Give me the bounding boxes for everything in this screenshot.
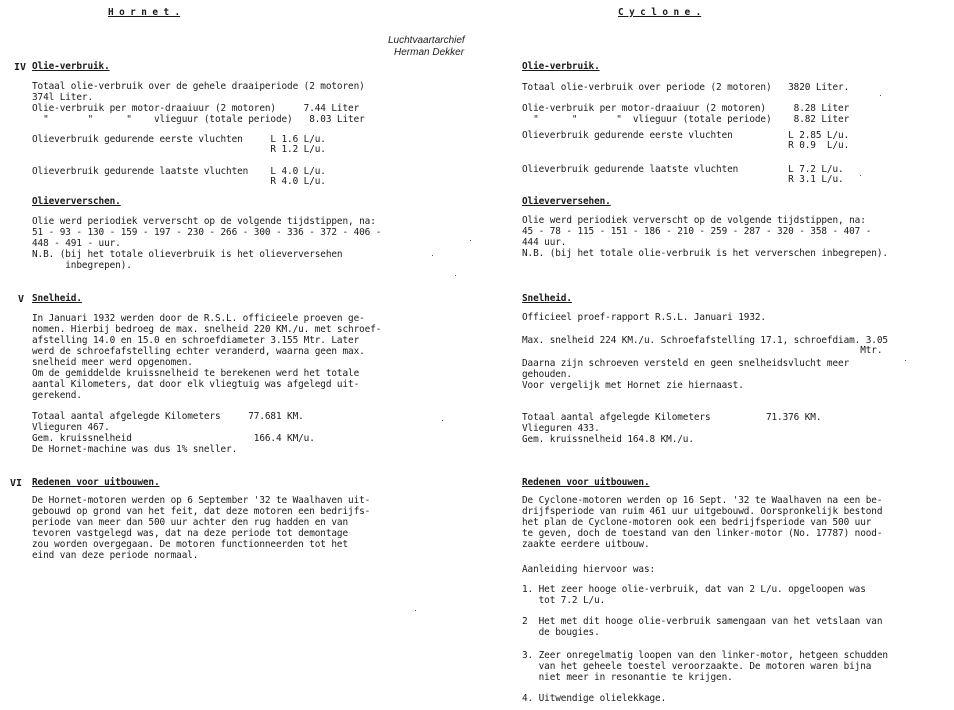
text-line: Vlieguren 433. <box>522 423 600 434</box>
scan-speck <box>415 610 416 611</box>
text-line: 51 - 93 - 130 - 159 - 197 - 230 - 266 - 300 - 336 - 372 - 406 - <box>32 227 382 238</box>
scan-speck <box>455 275 456 276</box>
text-line: 448 - 491 - uur. <box>32 238 121 249</box>
text-line: Gem. kruissnelheid 166.4 KM/u. <box>32 433 315 444</box>
text-line: Olieverbruik gedurende eerste vluchten L 1.6 L/u. <box>32 134 326 145</box>
text-line: gerekend. <box>32 390 82 401</box>
text-line: R 0.9 L/u. <box>522 140 850 151</box>
archive-stamp <box>388 35 465 59</box>
text-line: Voor vergelijk met Hornet zie hiernaast. <box>522 380 744 391</box>
text-line: Mtr. <box>522 345 883 356</box>
scan-speck <box>860 175 861 176</box>
text-line: In Januari 1932 werden door de R.S.L. officieele proeven ge- <box>32 313 365 324</box>
section-v-numeral: V <box>18 294 25 305</box>
section-vi-numeral: VI <box>10 478 23 489</box>
scan-speck <box>470 240 471 241</box>
list-item-3-line-2: van het geheele toestel veroorzaakte. De motoren waren bijna <box>522 661 872 672</box>
text-line: R 4.0 L/u. <box>32 176 326 187</box>
text-line: 374l Liter. <box>32 92 93 103</box>
text-line: Vlieguren 467. <box>32 422 110 433</box>
scan-speck <box>880 95 881 96</box>
speed-heading: Snelheid. <box>32 293 82 304</box>
text-line: " " " vlieguur (totale periode) 8.82 Liter <box>522 114 850 125</box>
text-line: gehouden. <box>522 369 572 380</box>
list-item-3-line-3: niet meer in resonantie te krijgen. <box>522 672 733 683</box>
list-item-1-line-1: 1. Het zeer hooge olie-verbruik, dat van 2 L/u. opgeloopen was <box>522 584 866 595</box>
text-line: Max. snelheid 224 KM./u. Schroefafstelling 17.1, schroefdiam. 3.05 <box>522 335 888 346</box>
text-line: inbegrepen). <box>32 260 132 271</box>
text-line: De Hornet-machine was dus 1% sneller. <box>32 444 238 455</box>
text-line: Olie werd periodiek ververscht op de volgende tijdstippen, na: <box>522 215 866 226</box>
text-line: Totaal aantal afgelegde Kilometers 71.376 KM. <box>522 412 822 423</box>
scan-speck <box>905 360 906 361</box>
cause-intro: Aanleiding hiervoor was: <box>522 564 656 575</box>
text-line: De Hornet-motoren werden op 6 September '32 te Waalhaven uit- <box>32 495 371 506</box>
cyclone-title: C y c l o n e . <box>618 7 702 18</box>
oil-change-heading: Olieververschen. <box>32 196 121 207</box>
text-line: afstelling 14.0 en 15.0 en schroefdiameter 3.155 Mtr. Later <box>32 335 360 346</box>
text-line: 45 - 78 - 115 - 151 - 186 - 210 - 259 - 287 - 320 - 358 - 407 - <box>522 226 872 237</box>
text-line: Olie werd periodiek ververscht op de volgende tijdstippen, na: <box>32 216 376 227</box>
text-line: drijfsperiode van ruim 461 uur uitgebouwd. Oorspronkelijk bestond <box>522 506 883 517</box>
stamp-line-2: Herman Dekker <box>394 47 465 58</box>
list-item-2-line-2: de bougies. <box>522 627 600 638</box>
scan-speck <box>432 255 433 256</box>
text-line: 444 uur. <box>522 237 567 248</box>
list-item-1-line-2: tot 7.2 L/u. <box>522 595 606 606</box>
text-line: Totaal aantal afgelegde Kilometers 77.681 KM. <box>32 411 304 422</box>
text-line: R 3.1 L/u. <box>522 174 844 185</box>
text-line: Daarna zijn schroeven versteld en geen snelheidsvlucht meer <box>522 358 850 369</box>
text-line: Olie-verbruik per motor-draaiuur (2 motoren) 8.28 Liter <box>522 103 850 114</box>
text-line: Olieverbruik gedurende laatste vluchten L 7.2 L/u. <box>522 164 844 175</box>
text-line: N.B. (bij het totale olie-verbruik is het ververschen inbegrepen). <box>522 248 888 259</box>
text-line: Officieel proef-rapport R.S.L. Januari 1932. <box>522 312 766 323</box>
removal-reasons-heading: Redenen voor uitbouwen. <box>32 477 160 488</box>
scan-speck <box>442 420 443 421</box>
text-line: Totaal olie-verbruik over periode (2 motoren) 3820 Liter. <box>522 82 850 93</box>
oil-change-heading: Olieverversehen. <box>522 196 611 207</box>
text-line: werd de schroefafstelling echter veranderd, waarna geen max. <box>32 346 365 357</box>
right-page-cyclone <box>480 0 954 710</box>
text-line: Om de gemiddelde kruissnelheid te berekenen werd het totale <box>32 368 360 379</box>
text-line: De Cyclone-motoren werden op 16 Sept. '32 te Waalhaven na een be- <box>522 495 883 506</box>
text-line: Olie-verbruik per motor-draaiuur (2 motoren) 7.44 Liter <box>32 103 360 114</box>
text-line: Olieverbruik gedurende eerste vluchten L 2.85 L/u. <box>522 130 850 141</box>
removal-reasons-heading: Redenen voor uitbouwen. <box>522 477 650 488</box>
text-line: periode van meer dan 500 uur achter den rug hadden en van <box>32 517 349 528</box>
text-line: " " " vlieguur (totale periode) 8.03 Liter <box>32 114 365 125</box>
text-line: tevoren vastgelegd was, dat na deze periode tot demontage <box>32 528 349 539</box>
text-line: aantal Kilometers, dat door elk vliegtuig was afgelegd uit- <box>32 379 360 390</box>
text-line: eind van deze periode normaal. <box>32 550 199 561</box>
list-item-3-line-1: 3. Zeer onregelmatig loopen van den linker-motor, hetgeen schudden <box>522 650 888 661</box>
hornet-title: H o r n e t . <box>108 7 181 18</box>
stamp-line-1: Luchtvaartarchief <box>388 35 465 46</box>
text-line: het plan de Cyclone-motoren ook een bedrijfsperiode van 500 uur <box>522 517 872 528</box>
list-item-4-line-1: 4. Uitwendige olielekkage. <box>522 693 667 704</box>
text-line: N.B. (bij het totale olieverbruik is het olieverversehen <box>32 249 343 260</box>
oil-consumption-heading: Olie-verbruik. <box>32 61 110 72</box>
text-line: zou worden overgegaan. De motoren functionneerden tot het <box>32 539 349 550</box>
text-line: nomen. Hierbij bedroeg de max. snelheid 220 KM./u. met schroef- <box>32 324 382 335</box>
list-item-2-line-1: 2 Het met dit hooge olie-verbruik samengaan van het vetslaan van <box>522 616 883 627</box>
text-line: R 1.2 L/u. <box>32 144 326 155</box>
text-line: Gem. kruissnelheid 164.8 KM./u. <box>522 434 694 445</box>
text-line: Totaal olie-verbruik over de gehele draaiperiode (2 motoren) <box>32 81 365 92</box>
text-line: gebouwd op grond van het feit, dat deze motoren een bedrijfs- <box>32 506 371 517</box>
section-iv-numeral: IV <box>14 62 27 73</box>
oil-consumption-heading: Olie-verbruik. <box>522 61 600 72</box>
text-line: Olieverbruik gedurende laatste vluchten L 4.0 L/u. <box>32 166 326 177</box>
text-line: zaakte eerdere uitbouw. <box>522 539 650 550</box>
text-line: snelheid meer werd opgenomen. <box>32 357 193 368</box>
speed-heading: Snelheid. <box>522 293 572 304</box>
text-line: te geven, doch de toestand van den linker-motor (No. 17787) nood- <box>522 528 883 539</box>
